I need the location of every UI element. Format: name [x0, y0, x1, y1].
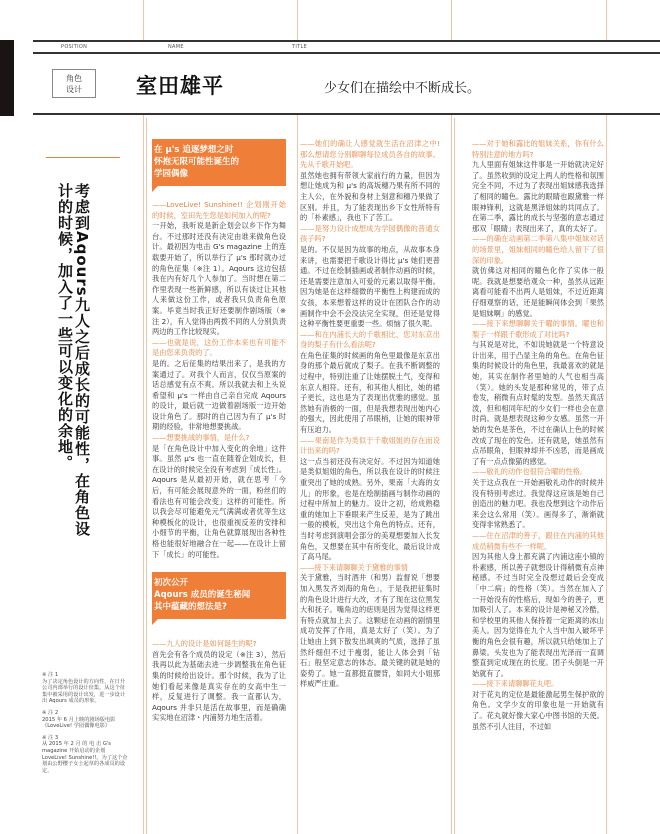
section-heading-1: [152, 139, 286, 186]
blocks-1: [152, 200, 286, 560]
column-border: [454, 118, 455, 834]
column-border: [146, 118, 147, 834]
interview-answer: 关于这点我在一开始画敬礼动作的时候并没有特别考虑过。我觉得这应该是她自己创造出的魅力吧。我也没想到这个动作后来会这么常用（笑）。画得多了，渐渐就变得非常熟悉了。: [472, 478, 604, 530]
interview-answer: 一开始，我听说是新企划会以乡下作为舞台。不过那时还没有决定由谁来做角色设计。最初因为电击 G's magazine 上的连载要开始了，所以举行了 μ's 那时就办过的角色征集（※注 1）。Aqours 这边包括我在内有好几个人参加了。当时想在第二作里表现一些新鲜感，所以有谈过让其他人来做这份工作，或者我只负责角色原案。毕竟当时我正好还要制作剧场版（※注 2），有人觉得由两拨不同的人分别负责两边的工作比较现实。: [152, 221, 286, 337]
heading-line: 在 μ's 追逐梦想之时: [154, 145, 234, 155]
interview-answer: 是的。之后征集的结果出来了，是我的方案通过了。对我个人而言，仅仅当原案的话总感觉有点不爽。所以我就去和上头说希望和 μ's 一样由自己亲自完成 Aqours 的设计，最后就一边做着剧场版一边开始设计角色了。那时的自己因为有了 μ's 时期的经验，非常地想要挑战。: [152, 358, 286, 432]
heading-line: Aqours 成员的诞生秘闻: [154, 590, 251, 601]
interview-question: ——接下来想聊聊关于曜的事情。曜也和梨子一样跟千歌形成了对比吗?: [472, 319, 604, 339]
pull-quote-rule: [46, 157, 120, 158]
position-line: 角色: [66, 74, 82, 83]
interview-answer: 因为其他人身上都充满了内浦这座小镇的朴素感，所以善子就想设计得稍微有点神秘感。不过当时完全没想过最后会变成「中二病」的性格（笑）。当然在加入了一开始没有的性格后，现如今的善子，更加吸引人了。本来的设计是神秘又冷酷，和学校里的其他人保持着一定距离的冰山美人。因为觉得在九个人当中加入破坏平衡的角色会很有趣，所以就只给她加上了鼻梁。头发也为了能表现出光泽而一直调整直到定成现在的长度。团子头倒是一开始就有了。: [472, 552, 604, 678]
interview-question: ——的确在动画第二季第八集中姐妹对话的场景里，姐妹相同的瞳色给人留下了很深的印象。: [472, 234, 604, 265]
column-2: [300, 139, 440, 834]
label-position: POSITION: [61, 44, 88, 50]
interview-question: ——九人的设计是如何诞生的呢?: [152, 639, 257, 649]
interview-question: ——是努力设计成想成为学园偶像的普通女孩子吗?: [300, 223, 440, 244]
interview-question: ——接下来请聊聊花丸吧。: [472, 679, 559, 689]
interview-answer: 关于黛雅，当时酒井（和男）监督说「想要加入黑发齐刘海的角色」，于是我把征集时的角色设计进行大改，才有了现在这位黑发大和抚子。嘴角边的痣则是因为觉得这样更有特点就加上去了。这颗痣在动画的剧情里成功发挥了作用，真是太好了（笑）。为了让她由上到下散发出飒爽的气质，选择了虽然纤细但不过于瘦弱，能让人体会到「钻石」般坚定意志的体态。最关键的就是她的姿势了。她一直都挺直腰背，如同大小姐那样威严庄重。: [300, 573, 440, 689]
interview-question: ——和在内浦长大的千歌相比，您对东京出身的梨子有什么看法呢?: [300, 329, 440, 350]
interview-question: ——对于她和露比的姐妹关系，你有什么特别注意的地方吗?: [472, 139, 604, 159]
guide-line: [606, 0, 607, 834]
heading-line: 初次公开: [154, 578, 189, 589]
position-line: 设计: [66, 85, 82, 94]
guide-line: [297, 0, 298, 834]
interview-answer: 对于花丸的定位是最能激起男生保护欲的角色。文学少女的印象也是一开始就有了。花丸就好像大家心中图书馆的天使。虽然不引人注目，不过如: [472, 689, 604, 731]
interview-answer: 首先会有各个成员的设定（※注 3），然后我再以此为基础去进一步调整我在角色征集的时候给出设计。那个时候，我为了让她们看起来像是真实存在的女高中生一样，反复进行了调整。我一直都认为，Aqours 并非只是活在故事里，而是确确实实地在沼津・内浦努力地生活着。: [152, 649, 286, 723]
section-heading-2: [152, 572, 286, 619]
note-head: ※ 注 3: [42, 734, 59, 741]
pull-quote: 考虑到Aqours九人之后成长的可能性，在角色设计的时候，加入了一些可以变化的余地。: [56, 183, 91, 537]
interview-answer: 这一点当初还没有决定好。不过因为知道她是类似姐姐的角色，所以我在设计的时候注重突出了她的成熟。另外，果南「大海的女儿」的形象，也是在绘制插画与制作动画的过程中所加上的魅力。设计之初，给成熟稳重的她加上下垂眼来产生反差，是为了跳出一般的模板，突出这个角色的特点。还有，当时考虑到演唱会部分的美观想要加入长发角色，又想要在其中有所变化，最后设计成了高马尾。: [300, 456, 440, 562]
interview-question: ——也就是说，这份工作本来也有可能不是由您来负责的了。: [152, 337, 286, 358]
blocks-2: [152, 639, 286, 724]
interview-answer: 是的。不仅是因为故事的地点，从故事本身来讲，也需要把千歌设计得比 μ's 她们更普通。不过在绘制插画或者制作动画的时候，还是需要注意加入可爱的元素以取得平衡。因为她是在这样细微的平衡性上构建而成的女孩，本来想着这样的设计在团队合作的动画制作中会不会没法完全实现，但还是觉得这种平衡性要更重要一些。烦恼了很久呢。: [300, 244, 440, 329]
interview-answer: 就仿佛这对相同的瞳色化作了实体一般呢。我就是想要给观众一种，虽然从远距离看可能看不出两人是姐妹，不过近距离仔细观察的话，还是能瞬间体会到「果然是姐妹啊」的感觉。: [472, 266, 604, 318]
person-name: 室田雄平: [136, 74, 224, 98]
note-head: ※ 注 1: [42, 672, 59, 678]
interview-answer: 虽然她也拥有带领大家前行的力量，但因为想让她成为和 μ's 的高坂穗乃果有所不同的主人公，在外貌和身材上刻意和穗乃果做了区别。并且，为了能表现出乡下女性所特有的「朴素感」，我也下了苦工。: [300, 170, 440, 223]
note-head: ※ 注 2: [42, 709, 59, 716]
interview-question: ——敬礼的动作也很符合曜的性格。: [472, 467, 588, 477]
interview-question: ——LoveLive! Sunshine!! 企划刚开始的时候，室田先生您是如何加入的呢?: [152, 200, 286, 220]
interview-question: ——她们的确让人感觉就生活在沼津之中! 那么想请您分别聊聊每位成员各自的故事。先从千歌开始吧。: [300, 139, 440, 170]
heading-corner: [152, 619, 158, 631]
interview-answer: 九人里面有姐妹这件事是一开始就决定好了。虽然收到的设定上两人的性格和氛围完全不同，不过为了表现出姐妹感我选择了相同的瞳色。露比的眼睛也跟黛雅一样眼神锋利，这就是黑泽姐妹的共同点了。在第二季，露比的成长与坚强的意志通过那双「眼睛」表现出来了，真的太好了。: [472, 160, 604, 233]
interview-question: ——接下来请聊聊关于黛雅的事情: [300, 562, 408, 572]
column-1: [152, 139, 286, 834]
footnotes: [42, 672, 130, 774]
column-3: [472, 139, 604, 834]
heading-line: 其中蕴藏的想法是?: [154, 602, 227, 613]
position-box: [52, 69, 96, 98]
heading-corner: [152, 186, 158, 198]
interview-question: ——住在沼津的善子，跟住在内浦的其他成员稍微有些不一样呢。: [472, 530, 604, 551]
article-title: 少女们在描绘中不断成长。: [324, 81, 481, 96]
heading-line: 怀抱无限可能性诞生的: [154, 157, 240, 167]
label-title: TITLE: [292, 44, 308, 50]
interview-answer: 在角色征集的时候画的角色里最像是东京出身的那个最后就成了梨子。在我不断调整的过程中，特别注重了让她摆脱土气，变得和东京人相符。还有，和其他人相比，她的裙子更长，这也是为了表现出优雅的感觉。虽然她有消极的一面，但是我想表现出她内心的强大，因此使用了吊眼梢，让她的眼神带有压迫力。: [300, 350, 440, 435]
note-text: 从 2015 年 2 月 的 电 击 G's magazine 开始启动的企划 LoveLive! Sunshine!!。为了这个企划由公野樱子女士起草的各成员的设定。: [42, 741, 128, 774]
black-edge-tab: [0, 40, 14, 116]
interview-answer: 是「在角色设计中加入变化的余地」这件事。虽然 μ's 也一直在随着企划成长，但在设计的时候完全没有考虑到「成长性」。Aqours 是从最初开始，就在思考「今后，有可能会展现意外的一面，粉丝们的看法也有可能会改变」这样的可能性。所以我会尽可能避免元气满满或者优等生这种模板化的设计，也很重视反差的安排和小细节的平衡，让角色就算展现出各种性格也能很好地融合在一起——在设计上留下「成长」的可能性。: [152, 443, 286, 559]
header-bottom-rule: [33, 113, 660, 115]
interview-question: ——想要挑战的事情，是什么?: [152, 433, 250, 443]
header-mid-rule: [33, 52, 660, 54]
guide-line: [143, 0, 144, 834]
header-top-rule: [33, 40, 660, 42]
note-text: 2015 年 6 月上映的剧场版电影《LoveLive! 学园偶像电影》: [42, 716, 116, 730]
label-name: NAME: [168, 44, 184, 50]
interview-question: ——果南是作为类似于千歌姐姐的存在而设计出来的吗?: [300, 435, 440, 456]
guide-line: [451, 0, 452, 834]
note-text: 为了决定角色设计的方向性，在日升公司内部举行的设计征集。从这个征集中被采用的设计出发，进一步设计出 Aqours 成员的形象。: [42, 678, 126, 705]
heading-line: 学园偶像: [154, 169, 189, 179]
interview-answer: 与其说是对比，不如说她就是一个特意设计出来，用于凸显主角的角色。在角色征集的时候设计的角色里，我最喜欢的就是她，其实在制作者里她的人气也相当高（笑）。她的头发是那种常见的，带了点卷发，稍微有点时髦的发型。虽然天真活泼，但和相同年纪的少女们一样也会在意时尚。就是想表现这种少女感。虽然一开始的发色是茶色，不过在确认上色的时候改成了现在的发色。还有就是，她虽然有点吊眼角，但眼神却并不凶恶，而是画成了有一点点像猫的感觉。: [472, 340, 604, 466]
